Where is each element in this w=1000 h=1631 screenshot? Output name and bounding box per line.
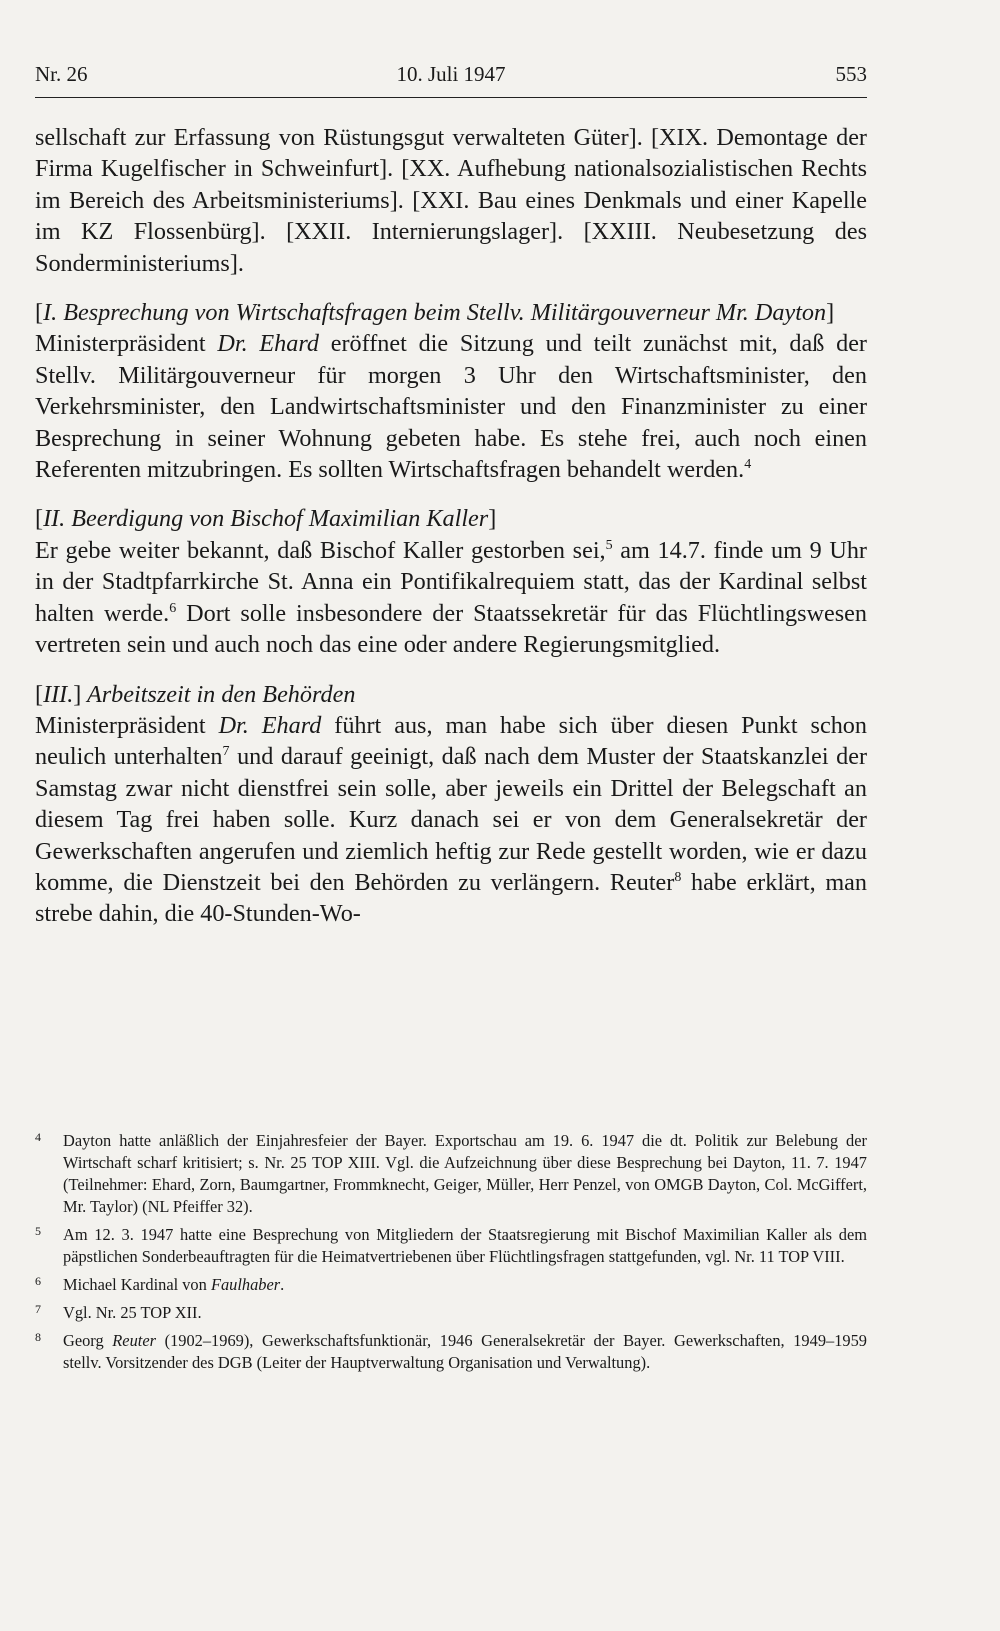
section-title-1: [I. Besprechung von Wirtschaftsfragen beim Stellv. Militärgouverneur Mr. Dayton] <box>35 299 835 327</box>
footnote-6: 6 Michael Kardinal von Faulhaber. <box>35 1274 285 1294</box>
section-title-3: [III.] Arbeitszeit in den Behörden <box>35 680 356 708</box>
footnote-7: 7 Vgl. Nr. 25 TOP XII. <box>35 1302 202 1322</box>
footnote-ref-8: 8 <box>674 869 682 885</box>
running-header <box>35 62 867 92</box>
person-name: Dr. Ehard <box>217 330 319 358</box>
footnote-8: 8 Georg Reuter (1902–1969), Gewerkschaftsfunktionär, 1946 Generalsekretär der Bayer. Gewerkschaften, 1949–1959 stellv. Vorsitzender des DGB (Leiter der Hauptverwaltung Organisation und Verwaltung). <box>35 1330 867 1372</box>
section-paragraph-2: Er gebe weiter bekannt, daß Bischof Kaller gestorben sei,$^5$ am 14.7. finde um 9 Uhr in der Stadtpfarrkirche St. Anna ein Pontifikalrequiem statt, das der Kardinal selbst halten werde.$^6$ Dort solle insbesondere der Staatssekretär für das Flüchtlingswesen vertreten sein und auch noch das eine oder andere Regierungsmitglied. <box>35 536 867 659</box>
footnote-ref-6: 6 <box>169 600 177 616</box>
page-number: 553 <box>835 62 867 86</box>
footnote-5: 5 Am 12. 3. 1947 hatte eine Besprechung von Mitgliedern der Staatsregierung mit Bischof Maximilian Kaller als dem päpstlichen Sonderbeauftragten für die Heimatvertriebenen über Flüchtlingsfragen stattgefunden, vgl. Nr. 11 TOP VIII. <box>35 1224 867 1266</box>
section-title-2: [II. Beerdigung von Bischof Maximilian Kaller] <box>35 505 497 533</box>
footnote-ref-5: 5 <box>605 537 613 553</box>
footnote-ref-4: 4 <box>744 457 752 473</box>
section-paragraph-3: Ministerpräsident Dr. Ehard führt aus, man habe sich über diesen Punkt schon neulich unterhalten$^7$ und darauf geeinigt, daß nach dem Muster der Staatskanzlei der Samstag zwar nicht dienstfrei sein solle, aber jeweils ein Drittel der Belegschaft an diesem Tag frei haben solle. Kurz danach sei er von dem Generalsekretär der Gewerkschaften angerufen und ziemlich heftig zur Rede gestellt worden, wie er dazu komme, die Dienstzeit bei den Behörden zu verlängern. Reuter$^8$ habe erklärt, man strebe dahin, die 40-Stunden-Wo- <box>35 711 867 928</box>
footnote-4: 4 Dayton hatte anläßlich der Einjahresfeier der Bayer. Exportschau am 19. 6. 1947 die dt. Politik zur Belebung der Wirtschaft scharf kritisiert; s. Nr. 25 TOP XIII. Vgl. die Aufzeichnung über diese Besprechung bei Dayton, 11. 7. 1947 (Teilnehmer: Ehard, Zorn, Baumgartner, Frommknecht, Geiger, Müller, Herr Penzel, von OMGB Dayton, Col. McGiffert, Mr. Taylor) (NL Pfeiffer 32). <box>35 1130 867 1216</box>
header-rule <box>35 97 867 98</box>
main-text <box>35 122 867 930</box>
footnotes <box>35 1130 867 1380</box>
section-paragraph-1: Ministerpräsident Dr. Ehard eröffnet die Sitzung und teilt zunächst mit, daß der Stellv. Militärgouverneur für morgen 3 Uhr den Wirtschaftsminister, den Verkehrsminister, den Landwirtschaftsminister und den Finanzminister zu einer Besprechung in seiner Wohnung gebeten habe. Es stehe frei, auch noch einen Referenten mitzubringen. Es sollten Wirtschaftsfragen behandelt werden.$^4$ <box>35 330 867 484</box>
footnote-ref-7: 7 <box>222 744 230 760</box>
intro-paragraph: sellschaft zur Erfassung von Rüstungsgut verwalteten Güter]. [XIX. Demontage der Firma Kugelfischer in Schweinfurt]. [XX. Aufhebung nationalsozialistischen Rechts im Bereich des Arbeitsministeriums]. [XXI. Bau eines Denkmals und einer Kapelle im KZ Flossenbürg]. [XXII. Internierungslager]. [XXIII. Neubesetzung des Sonderministeriums]. <box>35 124 867 277</box>
document-date: 10. Juli 1947 <box>396 62 506 86</box>
document-number: Nr. 26 <box>35 62 88 86</box>
person-name: Dr. Ehard <box>218 711 322 739</box>
